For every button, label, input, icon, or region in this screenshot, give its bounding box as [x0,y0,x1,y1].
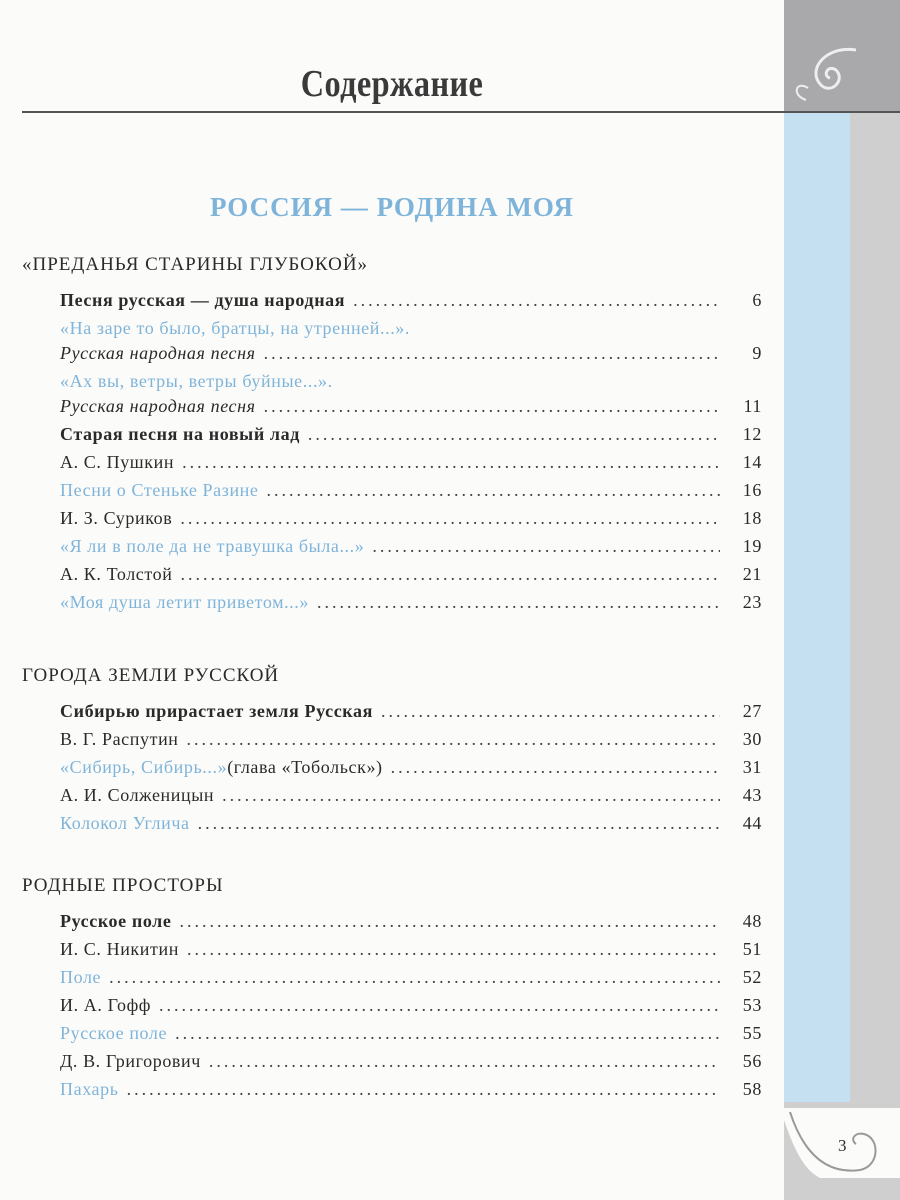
dot-leader [180,508,720,529]
entry-page-number: 16 [742,480,762,500]
section-title: ГОРОДА ЗЕМЛИ РУССКОЙ [22,665,280,686]
entry-title: А. К. Толстой [60,564,173,584]
entry-page-number: 27 [742,701,762,721]
entry-page-number: 56 [742,1051,762,1071]
dot-leader [182,452,720,473]
swirl-ornament-icon [786,40,866,110]
toc-entry[interactable] [60,343,762,371]
entry-title: Пахарь [60,1079,119,1099]
dot-leader [264,396,720,417]
dot-leader [308,424,720,445]
entry-page-number: 11 [743,396,762,416]
toc-entry[interactable] [60,452,762,480]
entry-page-number: 55 [742,1023,762,1043]
toc-entry[interactable] [60,967,762,995]
dot-leader [159,995,720,1016]
toc-section [22,254,762,620]
entry-title: А. И. Солженицын [60,785,215,805]
entry-subtitle: (глава «Тобольск») [227,757,383,777]
dot-leader [381,701,720,722]
dot-leader [198,813,720,834]
toc-entry[interactable] [60,911,762,939]
dot-leader [264,343,720,364]
toc-entry[interactable] [60,813,762,841]
dot-leader [222,785,720,806]
toc-entry[interactable] [60,508,762,536]
dot-leader [187,729,720,750]
entry-page-number: 14 [742,452,762,472]
toc-entry[interactable] [60,1023,762,1051]
toc-entry[interactable] [60,536,762,564]
entry-title: Д. В. Григорович [60,1051,201,1071]
toc-entry[interactable] [60,396,762,424]
decorative-band-grey [850,112,900,1200]
entry-title: Колокол Углича [60,813,190,833]
entry-title: Русское поле [60,1023,168,1043]
entry-page-number: 44 [742,813,762,833]
dot-leader [180,564,720,585]
entry-title: Песни о Стеньке Разине [60,480,259,500]
section-title: РОДНЫЕ ПРОСТОРЫ [22,875,224,896]
dot-leader [372,536,720,557]
toc-section [22,665,762,841]
entry-title: В. Г. Распутин [60,729,179,749]
toc-entry[interactable] [60,318,762,343]
toc-entry[interactable] [60,701,762,729]
entry-title: Русское поле [60,911,172,931]
part-title: РОССИЯ — РОДИНА МОЯ [209,192,575,222]
entry-title: «Ах вы, ветры, ветры буйные...». [60,371,333,391]
dot-leader [209,1051,720,1072]
toc-entry[interactable] [60,995,762,1023]
entry-page-number: 19 [742,536,762,556]
toc-entry[interactable] [60,939,762,967]
toc-entry[interactable] [60,729,762,757]
entry-page-number: 23 [742,592,762,612]
toc-entry[interactable] [60,785,762,813]
entry-title: Песня русская — душа народная [60,290,346,310]
entry-title: Старая песня на новый лад [60,424,300,444]
decorative-band-blue [784,112,850,1102]
toc-entry[interactable] [60,480,762,508]
toc-entry[interactable] [60,424,762,452]
entry-page-number: 9 [752,343,762,363]
entry-page-number: 12 [742,424,762,444]
dot-leader [175,1023,720,1044]
section-title: «ПРЕДАНЬЯ СТАРИНЫ ГЛУБОКОЙ» [22,254,369,275]
toc-entry[interactable] [60,1079,762,1107]
entry-page-number: 18 [742,508,762,528]
entry-title: А. С. Пушкин [60,452,175,472]
entry-page-number: 21 [742,564,762,584]
toc-entry[interactable] [60,1051,762,1079]
title-divider [22,111,900,113]
entry-page-number: 48 [742,911,762,931]
entry-title: «Я ли в поле да не травушка была...» [60,536,365,556]
entry-page-number: 53 [742,995,762,1015]
entry-title: Русская народная песня [60,343,256,363]
entry-page-number: 58 [742,1079,762,1099]
toc-entry[interactable] [60,371,762,396]
page-number: 3 [838,1136,847,1155]
entry-page-number: 30 [742,729,762,749]
dot-leader [187,939,720,960]
entry-title: И. З. Суриков [60,508,173,528]
dot-leader [109,967,720,988]
page-title: Содержание [300,63,484,105]
toc-section [22,875,762,1107]
entry-title: Поле [60,967,102,987]
dot-leader [391,757,720,778]
toc-entry[interactable] [60,592,762,620]
dot-leader [317,592,720,613]
dot-leader [267,480,720,501]
entry-title: Русская народная песня [60,396,256,416]
entry-page-number: 43 [742,785,762,805]
entry-page-number: 31 [742,757,762,777]
entry-page-number: 51 [742,939,762,959]
entry-title: Сибирью прирастает земля Русская [60,701,373,721]
entry-title: «Сибирь, Сибирь...» [60,757,228,777]
dot-leader [179,911,720,932]
entry-title: «На заре то было, братцы, на утренней...». [60,318,410,338]
entry-title: И. С. Никитин [60,939,179,959]
toc-entry[interactable] [60,564,762,592]
dot-leader [353,290,720,311]
entry-title: «Моя душа летит приветом...» [60,592,309,612]
toc-entry[interactable] [60,290,762,318]
entry-page-number: 6 [752,290,762,310]
entry-page-number: 52 [742,967,762,987]
dot-leader [127,1079,720,1100]
toc-entry[interactable] [60,757,762,785]
entry-title: И. А. Гофф [60,995,152,1015]
